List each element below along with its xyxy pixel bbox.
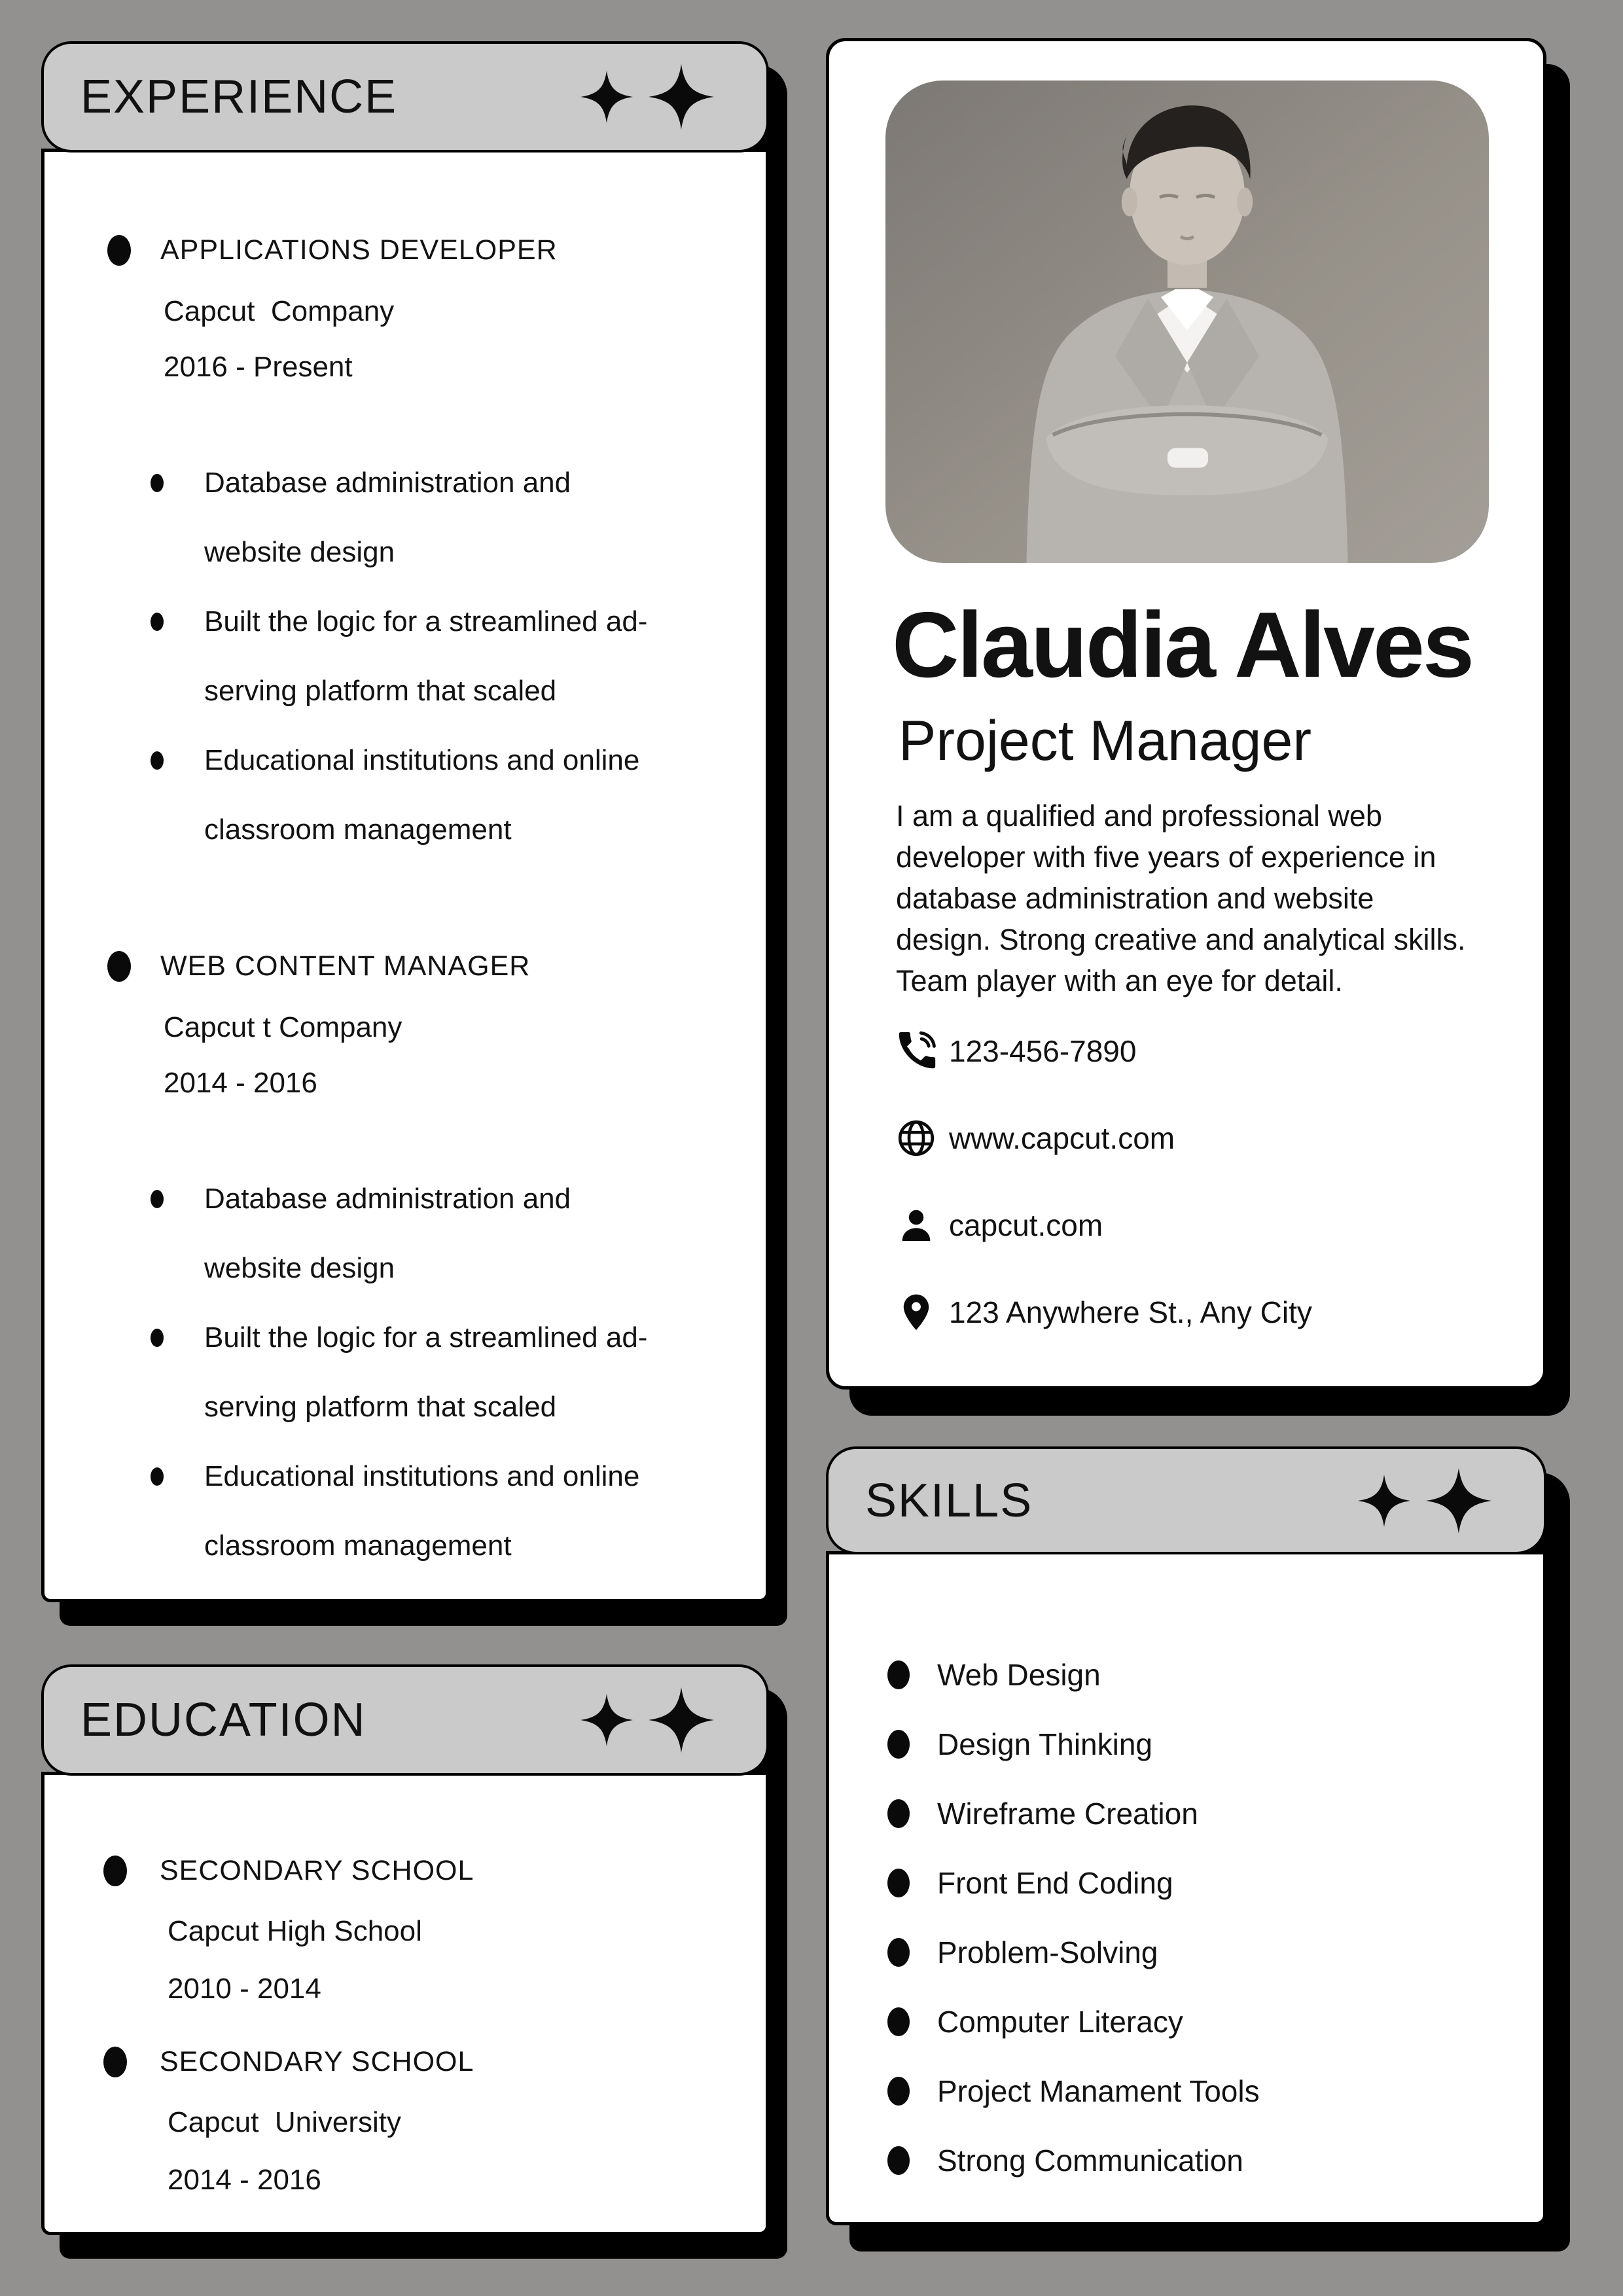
- skill-label: Problem-Solving: [937, 1935, 1158, 1969]
- bullet-icon: [887, 1660, 910, 1689]
- bullet-line: Database administration and: [204, 1183, 571, 1215]
- list-item: [829, 1640, 1543, 1710]
- sparkle-icon: [580, 71, 633, 123]
- skill-list: [829, 1640, 1543, 2195]
- contact-list: [892, 1007, 1312, 1355]
- bullet-icon: [151, 1467, 164, 1486]
- job-dates: 2014 - 2016: [164, 1067, 317, 1099]
- education-degree: SECONDARY SCHOOL: [160, 1854, 474, 1886]
- profile-about: [896, 795, 1550, 1001]
- job-title-row: [45, 234, 766, 266]
- education-school: Capcut University: [168, 2106, 402, 2138]
- bullet-icon: [151, 751, 164, 770]
- experience-section: [41, 41, 769, 1602]
- list-item: [829, 1710, 1543, 1779]
- job-title-row: [45, 950, 766, 982]
- bullet-line: serving platform that scaled: [204, 1391, 557, 1423]
- job-company: Capcut Company: [164, 295, 395, 327]
- education-title-row: [45, 2045, 766, 2078]
- experience-title: EXPERIENCE: [80, 71, 398, 123]
- bullet-icon: [103, 2047, 127, 2077]
- contact-row: [892, 1268, 1312, 1355]
- job-entry: [45, 234, 766, 865]
- location-pin-icon: [892, 1288, 940, 1336]
- bullet-icon: [887, 1938, 910, 1967]
- list-item: [829, 1987, 1543, 2056]
- bullet-icon: [151, 613, 164, 631]
- bullet-line: website design: [204, 1252, 395, 1284]
- about-line: developer with five years of experience in: [896, 840, 1436, 874]
- about-line: database administration and website: [896, 882, 1374, 915]
- list-item: [45, 587, 766, 726]
- job-company: Capcut t Company: [164, 1011, 402, 1043]
- sparkle-icon: [1358, 1468, 1491, 1534]
- education-header: [41, 1664, 769, 1776]
- about-line: I am a qualified and professional web: [896, 799, 1382, 833]
- skills-title: SKILLS: [865, 1474, 1033, 1527]
- education-entry: [45, 1854, 766, 2018]
- bullet-icon: [151, 474, 164, 492]
- phone-icon: [892, 1027, 940, 1075]
- list-item: [45, 1164, 766, 1303]
- bullet-icon: [107, 951, 131, 982]
- skill-label: Web Design: [937, 1658, 1101, 1692]
- contact-website: www.capcut.com: [949, 1121, 1175, 1155]
- bullet-line: Built the logic for a streamlined ad-: [204, 605, 648, 637]
- job-bullet-list: [45, 1164, 766, 1581]
- experience-header: [41, 41, 769, 152]
- job-dates: 2016 - Present: [164, 351, 353, 383]
- profile-name: Claudia Alves: [892, 593, 1472, 697]
- bullet-icon: [151, 1329, 164, 1347]
- bullet-line: classroom management: [204, 814, 512, 846]
- skills-header: [826, 1446, 1546, 1554]
- list-item: [829, 2056, 1543, 2126]
- bullet-icon: [107, 235, 131, 266]
- skill-label: Project Manament Tools: [937, 2074, 1260, 2108]
- education-section: [41, 1664, 769, 2235]
- education-title-row: [45, 1854, 766, 1887]
- bullet-icon: [151, 1190, 164, 1208]
- bullet-line: Database administration and: [204, 467, 571, 499]
- education-body: [41, 1772, 769, 2235]
- bullet-icon: [887, 2007, 910, 2036]
- list-item: [45, 726, 766, 865]
- contact-phone: 123-456-7890: [949, 1033, 1137, 1068]
- skill-label: Design Thinking: [937, 1727, 1153, 1761]
- contact-row: [892, 1181, 1312, 1268]
- job-title: APPLICATIONS DEVELOPER: [160, 234, 558, 266]
- about-line: Team player with an eye for detail.: [896, 964, 1343, 997]
- bullet-line: classroom management: [204, 1530, 512, 1562]
- job-title: WEB CONTENT MANAGER: [160, 950, 531, 982]
- list-item: [829, 2126, 1543, 2195]
- skills-body: [826, 1551, 1546, 2225]
- skill-label: Front End Coding: [937, 1866, 1173, 1900]
- profile-photo: [885, 81, 1489, 563]
- list-item: [829, 1918, 1543, 1987]
- about-line: design. Strong creative and analytical skills.: [896, 923, 1466, 956]
- bullet-line: serving platform that scaled: [204, 675, 557, 707]
- bullet-line: Built the logic for a streamlined ad-: [204, 1321, 648, 1354]
- education-school: Capcut High School: [168, 1915, 422, 1947]
- profile-section: [826, 38, 1546, 1390]
- contact-address: 123 Anywhere St., Any City: [949, 1295, 1312, 1329]
- bullet-line: Educational institutions and online: [204, 744, 640, 776]
- sparkle-icon: [649, 64, 714, 130]
- job-entry: [45, 950, 766, 1581]
- sparkle-icon: [1426, 1468, 1491, 1534]
- user-icon: [892, 1201, 940, 1249]
- globe-icon: [892, 1114, 940, 1162]
- education-degree: SECONDARY SCHOOL: [160, 2045, 474, 2077]
- skill-label: Computer Literacy: [937, 2005, 1183, 2039]
- contact-row: [892, 1094, 1312, 1181]
- job-bullet-list: [45, 448, 766, 865]
- bullet-icon: [887, 1869, 910, 1897]
- profile-photo: [885, 81, 1489, 563]
- skill-label: Strong Communication: [937, 2144, 1243, 2178]
- sparkle-icon: [1358, 1475, 1410, 1527]
- profile-role: Project Manager: [899, 709, 1311, 772]
- sparkle-icon: [580, 1694, 633, 1746]
- education-entry: [45, 2045, 766, 2209]
- sparkle-icon: [580, 1687, 714, 1753]
- list-item: [829, 1779, 1543, 1848]
- sparkle-icon: [649, 1687, 714, 1753]
- skill-label: Wireframe Creation: [937, 1797, 1198, 1831]
- list-item: [45, 1442, 766, 1581]
- education-title: EDUCATION: [80, 1694, 366, 1746]
- education-dates: 2010 - 2014: [168, 1973, 321, 2005]
- bullet-icon: [103, 1856, 127, 1886]
- list-item: [45, 448, 766, 587]
- skills-section: [826, 1446, 1546, 2225]
- bullet-icon: [887, 2146, 910, 2175]
- profile-body: [826, 38, 1546, 1390]
- bullet-line: Educational institutions and online: [204, 1460, 640, 1492]
- bullet-icon: [887, 2077, 910, 2106]
- bullet-line: website design: [204, 536, 395, 568]
- education-dates: 2014 - 2016: [168, 2164, 321, 2196]
- list-item: [45, 1303, 766, 1442]
- contact-row: [892, 1007, 1312, 1094]
- contact-username: capcut.com: [949, 1208, 1103, 1242]
- experience-body: [41, 149, 769, 1602]
- list-item: [829, 1848, 1543, 1918]
- sparkle-icon: [580, 64, 714, 130]
- bullet-icon: [887, 1730, 910, 1759]
- bullet-icon: [887, 1799, 910, 1828]
